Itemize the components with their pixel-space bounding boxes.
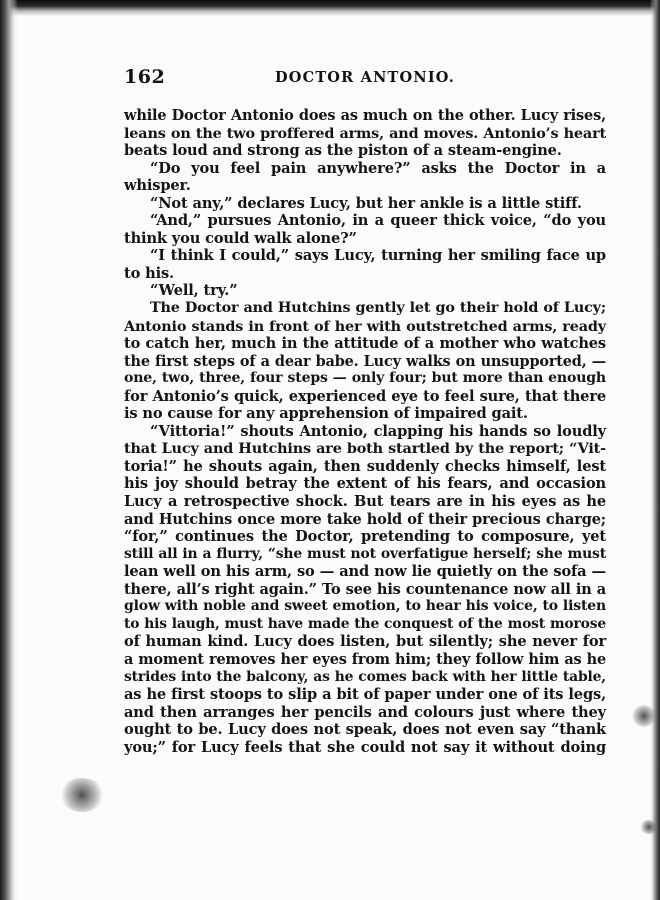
text-line: strides into the balcony, as he comes back with her little table, (124, 668, 606, 685)
text-line: to his. (124, 264, 174, 282)
running-head (124, 66, 606, 90)
text-line: as he first stoops to slip a bit of paper under one of its legs, (124, 686, 606, 704)
text-line: to his laugh, must have made the conquest of the most morose (124, 615, 606, 632)
text-line: beats loud and strong as the piston of a steam-engine. (124, 142, 562, 160)
page-number: 162 (124, 66, 166, 88)
scan-speck (632, 705, 656, 727)
scan-right-binding (650, 0, 660, 900)
text-line: his joy should betray the extent of his fears, and occasion (124, 475, 606, 493)
scan-top-shadow (0, 0, 660, 16)
text-line: still all in a flurry, “she must not overfatigue herself; she must (124, 545, 606, 562)
text-line: The Doctor and Hutchins gently let go their hold of Lucy; (150, 300, 606, 317)
text-line: ought to be. Lucy does not speak, does not even say “thank (124, 721, 606, 739)
text-line: and Hutchins once more take hold of their precious charge; (124, 510, 606, 528)
text-line: glow with noble and sweet emotion, to hear his voice, to listen (124, 598, 606, 615)
body-text (124, 107, 606, 756)
text-line: Lucy a retrospective shock. But tears are in his eyes as he (124, 493, 606, 511)
text-line: “Vittoria!” shouts Antonio, clapping his hands so loudly (150, 422, 606, 440)
text-line: lean well on his arm, so — and now lie quietly on the sofa — (124, 563, 606, 581)
text-line: think you could walk alone?” (124, 229, 357, 247)
text-line: that Lucy and Hutchins are both startled by the report; “Vit- (124, 440, 606, 458)
text-line: “And,” pursues Antonio, in a queer thick voice, “do you (150, 212, 606, 230)
text-line: while Doctor Antonio does as much on the other. Lucy rises, (124, 107, 606, 124)
text-line: is no cause for any apprehension of impaired gait. (124, 405, 528, 423)
text-line: to catch her, much in the attitude of a mother who watches (124, 335, 606, 353)
text-line: “Do you feel pain anywhere?” asks the Doctor in a (150, 159, 606, 177)
scan-left-binding (0, 0, 18, 900)
text-line: “Not any,” declares Lucy, but her ankle is a little stiff. (150, 194, 582, 212)
text-line: the first steps of a dear babe. Lucy walks on unsupported, — (124, 352, 606, 370)
text-line: one, two, three, four steps — only four; but more than enough (124, 370, 606, 387)
text-line: “I think I could,” says Lucy, turning her smiling face up (150, 247, 606, 265)
text-line: of human kind. Lucy does listen, but silently; she never for (124, 633, 606, 651)
scan-speck (60, 778, 104, 812)
text-line: Antonio stands in front of her with outstretched arms, ready (124, 317, 606, 335)
scan-speck (640, 820, 658, 834)
text-line: you;” for Lucy feels that she could not say it without doing (124, 738, 606, 756)
text-line: “for,” continues the Doctor, pretending to composure, yet (124, 528, 606, 546)
text-line: a moment removes her eyes from him; they follow him as he (124, 650, 606, 668)
running-title: DOCTOR ANTONIO. (274, 69, 456, 86)
text-line: and then arranges her pencils and colours just where they (124, 703, 606, 721)
text-line: for Antonio’s quick, experienced eye to feel sure, that there (124, 387, 606, 405)
text-line: whisper. (124, 177, 191, 195)
text-line: toria!” he shouts again, then suddenly checks himself, lest (124, 457, 606, 475)
text-line: there, all’s right again.” To see his countenance now all in a (124, 580, 606, 598)
text-line: “Well, try.” (150, 282, 238, 300)
text-line: leans on the two proffered arms, and moves. Antonio’s heart (124, 124, 606, 142)
